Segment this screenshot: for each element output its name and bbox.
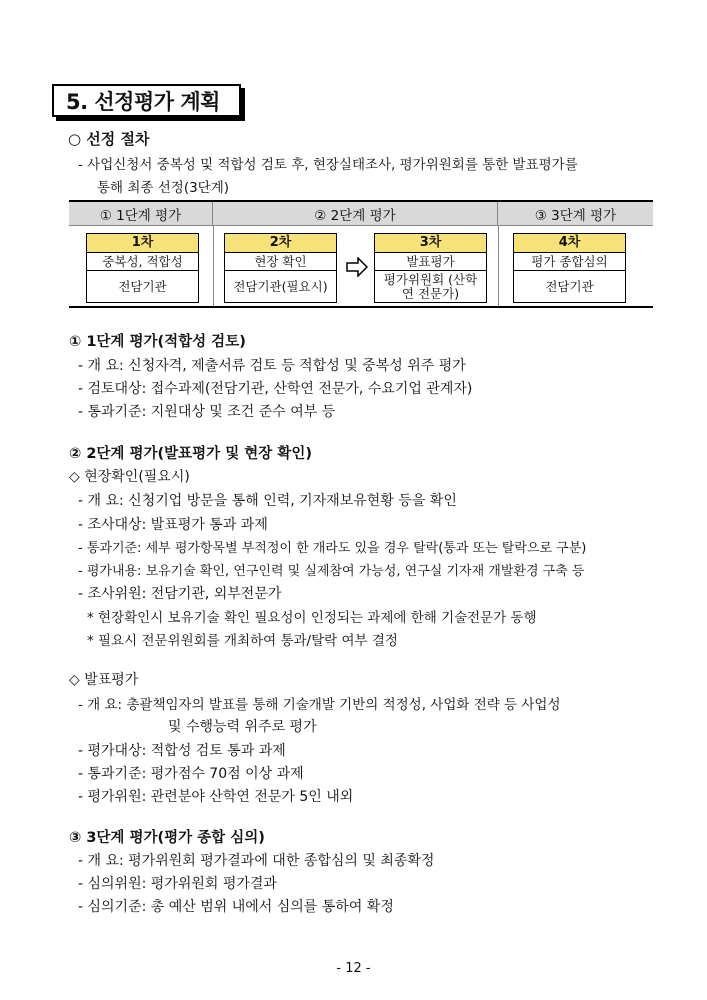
presentation-item: - 통과기준: 평가점수 70점 이상 과제 [78,766,304,782]
stage3-item: - 심의위원: 평가위원회 평가결과 [78,876,277,892]
presentation-item: - 평가위원: 관련분야 산학연 전문가 5인 내외 [78,789,354,805]
procedure-desc-line1: - 사업신청서 중복성 및 적합성 검토 후, 현장실태조사, 평가위원회를 통한 발표평가를 [78,157,578,173]
site-visit-item: - 평가내용: 보유기술 확인, 연구인력 및 실제참여 가능성, 연구실 기자재 개발환경 구축 등 [78,564,585,579]
stage-name: 평가 종합심의 [513,252,626,270]
stage3-item: - 개 요: 평가위원회 평가결과에 대한 종합심의 및 최종확정 [78,853,435,869]
site-visit-note: * 필요시 전문위원회를 개최하여 통과/탈락 여부 결정 [87,633,398,649]
presentation-heading: ◇ 발표평가 [69,672,139,688]
stage-box-1 [86,233,199,303]
site-visit-item: - 조사위원: 전담기관, 외부전문가 [78,586,282,602]
stage3-heading: ③ 3단계 평가(평가 종합 심의) [69,830,265,846]
header-stage2: ② 2단계 평가 [213,202,498,225]
stage1-item: - 검토대상: 접수과제(전담기관, 산학연 전문가, 수요기업 관계자) [78,381,473,397]
header-stage3: ③ 3단계 평가 [534,207,617,224]
flow-table-header [69,200,653,226]
site-visit-item: - 개 요: 신청기업 방문을 통해 인력, 기자재보유현황 등을 확인 [78,493,457,509]
stage1-heading: ① 1단계 평가(적합성 검토) [69,334,246,350]
stage3-item: - 심의기준: 총 예산 범위 내에서 심의를 통하여 확정 [78,899,394,915]
stage-org: 전담기관(필요시) [224,270,337,303]
procedure-heading: ○ 선정 절차 [68,130,150,148]
procedure-desc-line2: 통해 최종 선정(3단계) [97,180,230,196]
stage-tag: 3차 [374,233,487,252]
stage1-item: - 개 요: 신청자격, 제출서류 검토 등 적합성 및 중복성 위주 평가 [78,358,466,374]
stage-org: 전담기관 [513,270,626,303]
presentation-overview-line1: - 개 요: 총괄책임자의 발표를 통해 기술개발 기반의 적정성, 사업화 전략 등 사업성 [78,697,561,713]
header-stage1: ① 1단계 평가 [69,202,213,225]
stage-box-3 [374,233,487,303]
stage-tag: 2차 [224,233,337,252]
flow-diagram [69,226,653,308]
stage-tag: 4차 [513,233,626,252]
site-visit-heading: ◇ 현장확인(필요시) [69,469,190,485]
presentation-overview-line2: 및 수행능력 위주로 평가 [168,719,317,735]
stage-org: 평가위원회 (산학연 전문가) [374,270,487,303]
stage-box-4 [513,233,626,303]
presentation-item: - 평가대상: 적합성 검토 통과 과제 [78,743,286,759]
stage-box-2 [224,233,337,303]
stage-tag: 1차 [86,233,199,252]
section-title: 5. 선정평가 계획 [52,84,241,117]
site-visit-item: - 통과기준: 세부 평가항목별 부적정이 한 개라도 있을 경우 탈락(통과 또는 탈락으로 구분) [78,541,587,556]
stage2-heading: ② 2단계 평가(발표평가 및 현장 확인) [69,446,312,462]
site-visit-item: - 조사대상: 발표평가 통과 과제 [78,517,268,533]
stage-name: 발표평가 [374,252,487,270]
page-number: - 12 - [336,961,371,976]
right-arrow-icon [346,257,368,277]
stage-name: 현장 확인 [224,252,337,270]
stage1-item: - 통과기준: 지원대상 및 조건 준수 여부 등 [78,404,336,420]
stage-name: 중복성, 적합성 [86,252,199,270]
stage-org: 전담기관 [86,270,199,303]
site-visit-note: * 현장확인시 보유기술 확인 필요성이 인정되는 과제에 한해 기술전문가 동행 [87,610,537,626]
